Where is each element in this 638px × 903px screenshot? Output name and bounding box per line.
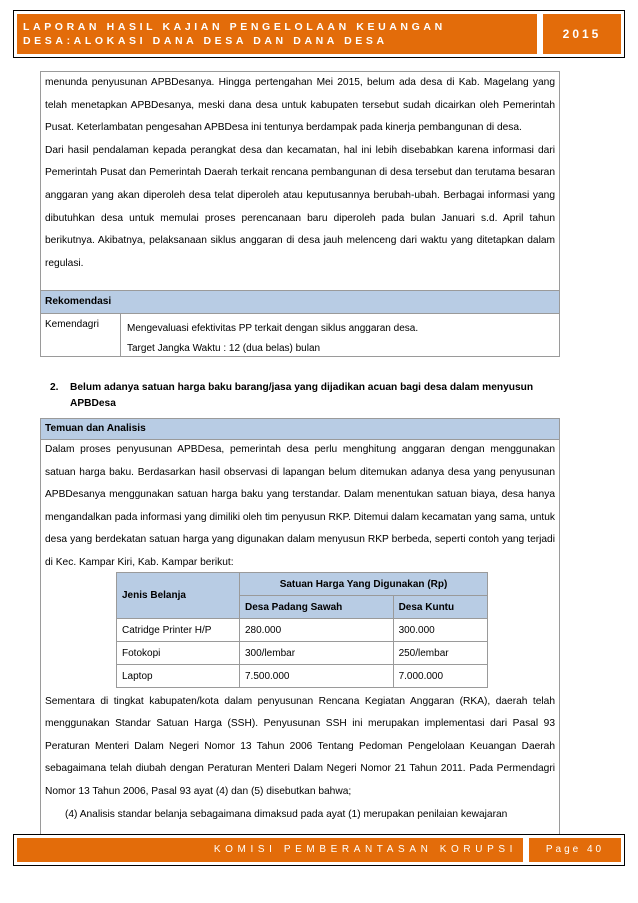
report-title [17, 14, 537, 54]
section-number: 2. [50, 382, 59, 393]
report-title-line2: DESA:ALOKASI DANA DESA DAN DANA DESA [23, 35, 388, 47]
cell-b: 300.000 [393, 619, 487, 642]
page-header [13, 10, 625, 58]
rekomendasi-heading: Rekomendasi [40, 290, 560, 314]
top-text-block [40, 71, 560, 291]
temuan-quote: (4) Analisis standar belanja sebagaimana dimaksud pada ayat (1) merupakan penilaian kewajaran [65, 808, 508, 820]
cell-b: 250/lembar [393, 642, 487, 665]
col-header-jenis: Jenis Belanja [117, 573, 240, 619]
temuan-paragraph-2: Sementara di tingkat kabupaten/kota dalam penyusunan Rencana Kegiatan Anggaran (RKA), daerah telah menggunakan Standar Satuan Harga (SSH). Penyusunan SSH ini merupakan implementasi dari Pasal 93 Peraturan Menteri Dalam Negeri Nomor 13 Tahun 2006 Tentang Pedoman Pengelolaan Keuangan Daerah sebagaimana telah diubah dengan Peraturan Menteri Dalam Negeri Nomor 21 Tahun 2011. Pada Permendagri Nomor 13 Tahun 2006, Pasal 93 ayat (4) dan (5) disebutkan bahwa; [45, 695, 555, 797]
col-header-b: Desa Kuntu [393, 596, 487, 619]
col-header-a: Desa Padang Sawah [240, 596, 394, 619]
paragraph: menunda penyusunan APBDesanya. Hingga pertengahan Mei 2015, belum ada desa di Kab. Magelang yang telah menetapkan APBDesanya, meski dana desa untuk kabupaten tersebut sudah dicairkan oleh Pemerintah Pusat. Keterlambatan pengesahan APBDesa ini tentunya berdampak pada kinerja pembangunan di desa. [45, 77, 555, 134]
cell-item: Fotokopi [117, 642, 240, 665]
rekomendasi-row [40, 313, 560, 357]
rekomendasi-target: Target Jangka Waktu : 12 (dua belas) bulan [127, 343, 321, 354]
cell-a: 280.000 [240, 619, 394, 642]
page-number: Page 40 [529, 838, 621, 862]
price-table [116, 572, 488, 688]
col-header-group: Satuan Harga Yang Digunakan (Rp) [240, 573, 488, 596]
temuan-paragraph-1: Dalam proses penyusunan APBDesa, pemerintah desa perlu menghitung anggaran dengan menggunakan satuan harga baku. Berdasarkan hasil observasi di lapangan belum ditemukan adanya desa yang penyusunan APBDesanya menggunakan satuan harga baku yang terstandar. Dalam menentukan satuan biaya, desa hanya mengandalkan pada informasi yang dimiliki oleh tim penyusun RKP. Ditemui dalam kecamatan yang sama, untuk desa yang berdekatan satuan harga yang digunakan dalam menyusun RKP berbeda, seperti contoh yang terjadi di Kec. Kampar Kiri, Kab. Kampar berikut: [45, 444, 555, 568]
cell-a: 7.500.000 [240, 665, 394, 688]
report-title-line1: LAPORAN HASIL KAJIAN PENGELOLAAN KEUANGAN [23, 21, 446, 33]
temuan-heading: Temuan dan Analisis [40, 418, 560, 440]
footer-org: KOMISI PEMBERANTASAN KORUPSI [17, 838, 523, 862]
cell-item: Catridge Printer H/P [117, 619, 240, 642]
section-heading: Belum adanya satuan harga baku barang/jasa yang dijadikan acuan bagi desa dalam menyusun APBDesa [70, 382, 534, 409]
paragraph: Dari hasil pendalaman kepada perangkat desa dan kecamatan, hal ini lebih disebabkan karena informasi dari Pemerintah Pusat dan Pemerintah Daerah terkait rencana pembangunan di desa tersebut dan terutama besaran anggaran yang akan diperoleh desa telat diperoleh atau keputusannya berubah-ubah. Berbagai informasi yang dibutuhkan desa untuk memulai proses perencanaan baru diperoleh pada bulan Januari s.d. April tahun berikutnya. Akibatnya, pelaksanaan siklus anggaran di desa jauh melenceng dari waktu yang ditetapkan dalam regulasi. [45, 144, 555, 269]
rekomendasi-action: Mengevaluasi efektivitas PP terkait dengan siklus anggaran desa. [127, 323, 419, 334]
table-row [117, 619, 488, 642]
rekomendasi-detail [127, 319, 418, 359]
column-divider [120, 314, 121, 356]
cell-b: 7.000.000 [393, 665, 487, 688]
cell-item: Laptop [117, 665, 240, 688]
page-footer [13, 834, 625, 866]
cell-a: 300/lembar [240, 642, 394, 665]
rekomendasi-agency: Kemendagri [45, 319, 99, 330]
report-year: 2015 [543, 14, 621, 54]
table-row [117, 642, 488, 665]
table-row [117, 665, 488, 688]
